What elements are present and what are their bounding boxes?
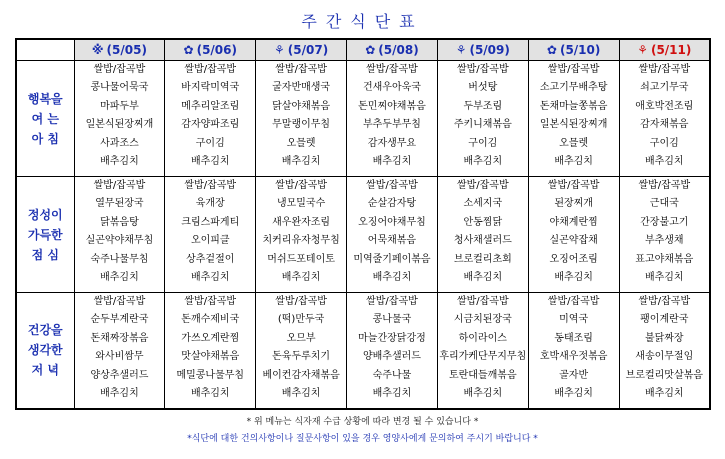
menu-item: 감자채볶음: [640, 119, 689, 131]
menu-item: 배추김치: [463, 272, 503, 284]
menu-item: 배추김치: [190, 272, 230, 284]
menu-cell: [74, 293, 165, 409]
menu-item: 바지락미역국: [181, 82, 240, 94]
meal-label-line: 생각한: [27, 343, 63, 358]
menu-item: 쌀밥/잡곡밥: [638, 64, 691, 75]
menu-item: 미역국: [559, 314, 589, 326]
menu-cell: [74, 61, 165, 177]
menu-item: 부추두부무침: [362, 119, 421, 131]
menu-item: 배추김치: [281, 156, 321, 168]
menu-item: 쌀밥/잡곡밥: [93, 296, 146, 307]
menu-item: 쌀밥/잡곡밥: [93, 180, 146, 191]
menu-cell: [74, 177, 165, 293]
menu-item: 배추김치: [644, 388, 684, 400]
menu-item: 토란대들깨볶음: [448, 369, 517, 381]
menu-item: 소고기무배추탕: [539, 82, 608, 94]
menu-item: 하이라이스: [458, 332, 507, 344]
meal-label-line: 여 는: [31, 111, 59, 126]
header-row: [16, 39, 710, 61]
menu-cell: [528, 293, 619, 409]
menu-item: 냉모밀국수: [276, 198, 326, 210]
menu-item: 양배추샐러드: [362, 351, 421, 363]
menu-item: 배추김치: [372, 388, 412, 400]
day-date: (5/09): [469, 43, 510, 57]
day-date: (5/06): [196, 43, 237, 57]
menu-item: 배추김치: [463, 156, 503, 168]
meal-row: [16, 61, 710, 177]
menu-item: 팽이계란국: [640, 314, 689, 326]
menu-item: 배추김치: [372, 272, 412, 284]
meal-label-line: 행복을: [27, 91, 63, 106]
menu-item: 쌀밥/잡곡밥: [184, 180, 237, 191]
menu-item: 열무된장국: [95, 198, 144, 210]
menu-item: 순두부계란국: [90, 314, 149, 326]
corner-cell: [16, 39, 74, 61]
menu-item: 오징어조림: [549, 253, 598, 265]
menu-item: 감자양파조림: [181, 119, 240, 131]
menu-item: 크림스파게티: [181, 216, 240, 228]
menu-cell: [437, 293, 528, 409]
menu-item: 콩나물국: [372, 314, 412, 326]
menu-item: 배추김치: [554, 272, 593, 284]
page-title: 주간식단표: [301, 12, 424, 31]
menu-item: 가쓰오계란찜: [181, 332, 240, 344]
menu-item: 브로컬리맛살볶음: [625, 369, 703, 381]
menu-item: 일본식된장찌개: [85, 119, 154, 131]
flower-icon: ✿: [365, 43, 376, 57]
change-notice: * 위 메뉴는 식자재 수급 상황에 따라 변경 될 수 있습니다 *: [246, 417, 479, 427]
menu-item: 와사비쌈무: [95, 351, 144, 363]
menu-item: (떡)만두국: [277, 314, 325, 326]
menu-cell: [528, 177, 619, 293]
menu-cell: [256, 293, 347, 409]
menu-item: 굴자반매생국: [272, 82, 331, 94]
menu-item: 청사채샐러드: [453, 235, 512, 247]
menu-item: 두부조림: [463, 100, 503, 112]
menu-item: 호박새우젓볶음: [539, 351, 608, 363]
menu-item: 실곤약야채무침: [85, 235, 154, 247]
menu-item: 배추김치: [281, 388, 321, 400]
menu-item: 숙주나물무침: [90, 253, 149, 265]
menu-item: 쌀밥/잡곡밥: [547, 64, 600, 75]
day-date: (5/10): [559, 43, 601, 57]
menu-item: 쌀밥/잡곡밥: [366, 296, 418, 307]
menu-item: 오징어야채무침: [358, 216, 426, 228]
menu-item: 쌀밥/잡곡밥: [547, 296, 600, 307]
day-header: [437, 39, 528, 61]
menu-cell: [347, 61, 438, 177]
menu-item: 돈민찌야채볶음: [358, 100, 426, 112]
flower-icon: ✿: [546, 43, 557, 57]
menu-item: 구이김: [195, 137, 225, 149]
menu-item: 머쉬드포테이토: [267, 253, 335, 265]
menu-cell: [347, 177, 438, 293]
menu-item: 브로컬리초회: [453, 253, 512, 265]
menu-item: 야채계란찜: [549, 216, 598, 228]
menu-item: 배추김치: [190, 156, 230, 168]
meal-row: [16, 177, 710, 293]
menu-cell: [619, 293, 710, 409]
meal-label-line: 정성이: [27, 207, 63, 222]
flower-icon: ⚘: [274, 43, 285, 57]
day-date: (5/05): [106, 43, 147, 57]
menu-item: 쌀밥/잡곡밥: [638, 180, 691, 191]
day-date: (5/11): [650, 43, 692, 57]
flower-icon: ⚘: [637, 43, 648, 57]
menu-cell: [165, 61, 256, 177]
menu-item: 마늘간장닭강정: [358, 332, 426, 344]
meal-label-line: 건강을: [27, 323, 63, 338]
day-header: [256, 39, 347, 61]
meal-label: [16, 293, 74, 409]
menu-item: 골자반: [559, 369, 589, 381]
menu-item: 동태조림: [554, 332, 593, 344]
meal-label-line: 가득한: [27, 227, 63, 242]
day-header: [347, 39, 438, 61]
menu-item: 메밀콩나물무침: [176, 369, 245, 381]
menu-item: 쌀밥/잡곡밥: [93, 64, 146, 75]
menu-item: 배추김치: [644, 272, 684, 284]
menu-item: 치커리유자청무침: [262, 235, 340, 247]
menu-item: 쌀밥/잡곡밥: [275, 296, 327, 307]
flower-icon: ✿: [183, 43, 194, 57]
menu-item: 쌀밥/잡곡밥: [638, 296, 691, 307]
menu-item: 오믈렛: [286, 137, 316, 149]
menu-cell: [619, 61, 710, 177]
menu-item: 주키니채볶음: [453, 119, 512, 131]
menu-item: 안동찜닭: [463, 216, 503, 228]
flower-icon: ※: [91, 43, 104, 57]
meal-row: [16, 293, 710, 409]
menu-item: 쇠고기무국: [640, 82, 689, 94]
menu-cell: [437, 61, 528, 177]
menu-item: 소세지국: [463, 198, 503, 210]
menu-item: 구이김: [649, 137, 679, 149]
menu-item: 시금치된장국: [453, 314, 512, 326]
menu-item: 쌀밥/잡곡밥: [184, 64, 237, 75]
menu-item: 실곤약잡채: [549, 235, 598, 247]
contact-notice: *식단에 대한 건의사항이나 질문사항이 있을 경우 영양사에게 문의하여 주시기 바랍니다 *: [187, 434, 538, 444]
menu-item: 순살감자탕: [367, 198, 417, 210]
menu-item: 맛살야채볶음: [181, 351, 240, 363]
menu-item: 어묵채볶음: [367, 235, 417, 247]
menu-item: 배추김치: [372, 156, 412, 168]
day-date: (5/08): [378, 43, 419, 57]
menu-item: 양상추샐러드: [90, 369, 149, 381]
menu-item: 베이컨감자채볶음: [262, 369, 340, 381]
menu-item: 배추김치: [100, 272, 139, 284]
meal-label-line: 점 심: [31, 247, 59, 262]
menu-item: 사과조스: [100, 137, 139, 149]
day-header: [528, 39, 619, 61]
menu-item: 구이김: [468, 137, 498, 149]
meal-label: [16, 61, 74, 177]
menu-item: 쌀밥/잡곡밥: [456, 64, 509, 75]
menu-item: 표고야채볶음: [635, 253, 694, 265]
menu-body: [16, 61, 710, 409]
menu-item: 불닭짜장: [644, 332, 684, 344]
menu-item: 오믈렛: [559, 137, 589, 149]
menu-item: 오므부: [286, 332, 316, 344]
meal-label-line: 저 녁: [31, 363, 59, 378]
menu-item: 돈채마늘쫑볶음: [539, 100, 608, 112]
flower-icon: ⚘: [455, 43, 467, 57]
menu-cell: [347, 293, 438, 409]
day-header: [74, 39, 165, 61]
menu-item: 감자생무요: [367, 137, 417, 149]
menu-item: 일본식된장찌개: [539, 119, 608, 131]
menu-item: 쌀밥/잡곡밥: [456, 180, 509, 191]
menu-item: 배추김치: [190, 388, 230, 400]
menu-item: 무말랭이무침: [272, 119, 331, 131]
menu-cell: [528, 61, 619, 177]
menu-item: 배추김치: [100, 388, 139, 400]
menu-item: 배추김치: [554, 156, 593, 168]
menu-item: 닭볶음탕: [100, 216, 139, 228]
menu-item: 새우완자조림: [272, 216, 331, 228]
menu-item: 버섯탕: [468, 82, 498, 94]
menu-item: 근대국: [649, 198, 679, 210]
menu-cell: [619, 177, 710, 293]
meal-label-line: 아 침: [31, 131, 59, 146]
menu-item: 쌀밥/잡곡밥: [275, 64, 327, 75]
menu-item: 건새우아욱국: [362, 82, 421, 94]
menu-item: 돈육두루치기: [272, 351, 331, 363]
weekly-menu-table: [15, 38, 711, 410]
menu-item: 쌀밥/잡곡밥: [456, 296, 509, 307]
menu-cell: [256, 177, 347, 293]
menu-item: 배추김치: [100, 156, 139, 168]
menu-item: 쌀밥/잡곡밥: [366, 180, 418, 191]
menu-item: 쌀밥/잡곡밥: [366, 64, 418, 75]
day-date: (5/07): [287, 43, 329, 57]
menu-cell: [437, 177, 528, 293]
menu-item: 미역줄기페이볶음: [353, 253, 431, 265]
menu-item: 새송이무절임: [635, 351, 694, 363]
menu-item: 배추김치: [281, 272, 321, 284]
menu-item: 부추생채: [644, 235, 684, 247]
day-header: [165, 39, 256, 61]
menu-item: 돈깨수제비국: [181, 314, 240, 326]
menu-cell: [256, 61, 347, 177]
menu-item: 메추리알조림: [181, 100, 240, 112]
menu-item: 마파두부: [100, 100, 139, 112]
menu-item: 간장불고기: [640, 216, 689, 228]
menu-item: 돈채짜장볶음: [90, 332, 149, 344]
menu-item: 숙주나물: [372, 369, 412, 381]
menu-item: 애호박전조림: [635, 100, 694, 112]
day-header: [619, 39, 710, 61]
menu-cell: [165, 293, 256, 409]
menu-cell: [165, 177, 256, 293]
menu-item: 배추김치: [644, 156, 684, 168]
menu-item: 닭살야채볶음: [272, 100, 331, 112]
menu-item: 육개장: [195, 198, 225, 210]
menu-item: 쌀밥/잡곡밥: [184, 296, 237, 307]
menu-item: 쌀밥/잡곡밥: [547, 180, 600, 191]
menu-item: 된장찌개: [554, 198, 593, 210]
menu-item: 배추김치: [463, 388, 503, 400]
meal-label: [16, 177, 74, 293]
menu-item: 오이피클: [190, 235, 230, 247]
menu-item: 콩나물어묵국: [90, 82, 149, 94]
menu-item: 쌀밥/잡곡밥: [275, 180, 327, 191]
menu-item: 후리가케단무지무침: [439, 351, 527, 363]
menu-item: 배추김치: [554, 388, 593, 400]
menu-item: 상추겉절이: [186, 253, 235, 265]
